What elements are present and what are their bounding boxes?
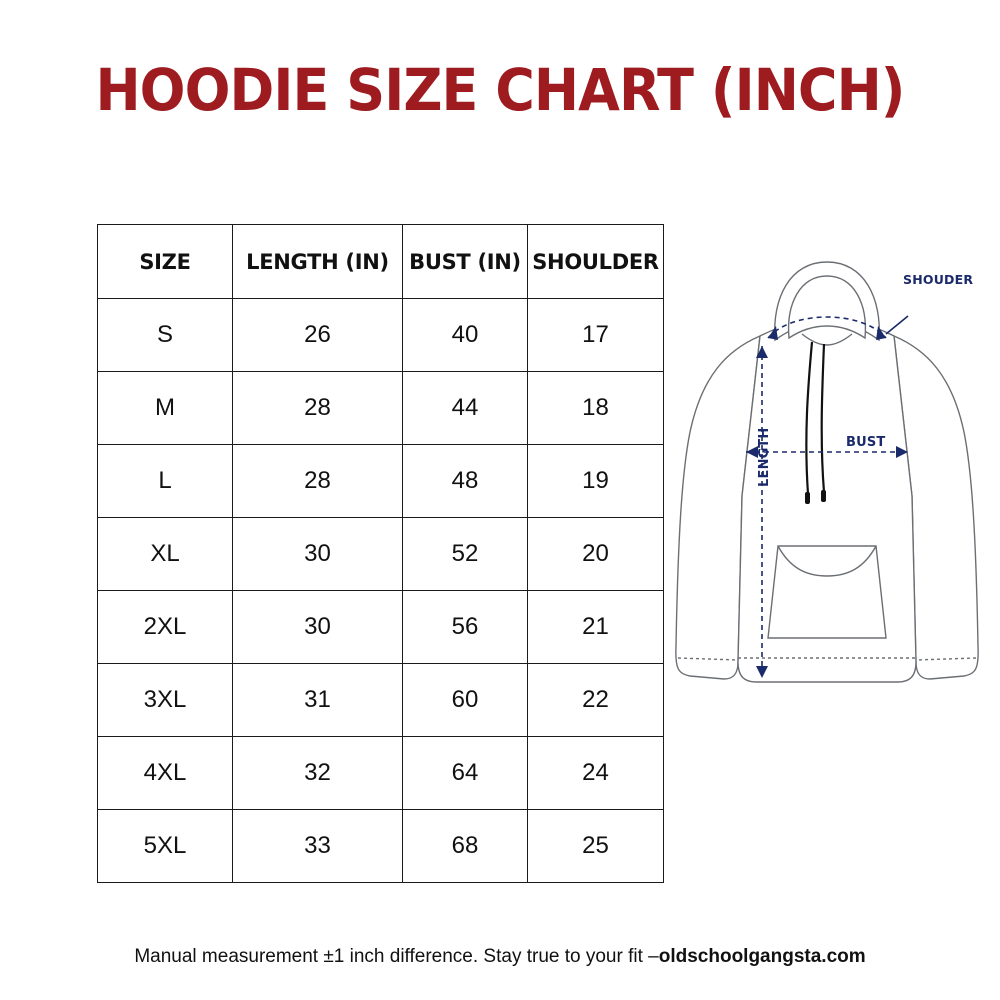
table-row xyxy=(98,664,664,737)
cell-shoulder: 21 xyxy=(528,591,664,664)
footer-note-text: Manual measurement ±1 inch difference. Stay true to your fit – xyxy=(134,946,659,967)
table-body xyxy=(98,299,664,883)
shoulder-leader-line xyxy=(886,316,908,334)
cell-length: 28 xyxy=(233,372,403,445)
table-row xyxy=(98,445,664,518)
cell-size: XL xyxy=(98,518,233,591)
cell-bust: 60 xyxy=(403,664,528,737)
cell-shoulder: 17 xyxy=(528,299,664,372)
table-row xyxy=(98,737,664,810)
cell-size: L xyxy=(98,445,233,518)
cell-length: 30 xyxy=(233,591,403,664)
table-header xyxy=(98,225,664,299)
table-row xyxy=(98,518,664,591)
cell-length: 32 xyxy=(233,737,403,810)
cell-bust: 40 xyxy=(403,299,528,372)
cell-length: 28 xyxy=(233,445,403,518)
cell-size: 3XL xyxy=(98,664,233,737)
cell-bust: 56 xyxy=(403,591,528,664)
length-measure-label: LENGTH xyxy=(757,427,772,487)
column-header-size: SIZE xyxy=(98,225,233,299)
cell-size: 2XL xyxy=(98,591,233,664)
column-header-bust: BUST (IN) xyxy=(403,225,528,299)
cell-shoulder: 20 xyxy=(528,518,664,591)
hoodie-illustration xyxy=(672,246,982,726)
size-chart-table xyxy=(97,224,664,883)
cell-length: 31 xyxy=(233,664,403,737)
cell-bust: 64 xyxy=(403,737,528,810)
cell-shoulder: 19 xyxy=(528,445,664,518)
cell-length: 26 xyxy=(233,299,403,372)
cell-size: 4XL xyxy=(98,737,233,810)
table-row xyxy=(98,591,664,664)
table-header-row xyxy=(98,225,664,299)
cell-shoulder: 18 xyxy=(528,372,664,445)
cell-size: S xyxy=(98,299,233,372)
cell-length: 33 xyxy=(233,810,403,883)
cell-bust: 52 xyxy=(403,518,528,591)
table-row xyxy=(98,299,664,372)
column-header-shoulder: SHOULDER xyxy=(528,225,664,299)
table-row xyxy=(98,372,664,445)
cell-size: 5XL xyxy=(98,810,233,883)
footer-note xyxy=(0,946,1000,968)
cell-size: M xyxy=(98,372,233,445)
cell-shoulder: 24 xyxy=(528,737,664,810)
bust-measure-label: BUST xyxy=(846,435,886,450)
shoulder-measure-label: SHOUDER xyxy=(903,272,974,287)
hoodie-drawing-svg xyxy=(672,246,982,726)
cell-bust: 68 xyxy=(403,810,528,883)
cell-bust: 44 xyxy=(403,372,528,445)
size-chart-table-wrapper xyxy=(97,224,663,883)
kangaroo-pocket xyxy=(768,546,886,638)
table-row xyxy=(98,810,664,883)
cell-shoulder: 22 xyxy=(528,664,664,737)
footer-brand: oldschoolgangsta.com xyxy=(658,946,866,967)
cell-bust: 48 xyxy=(403,445,528,518)
page-title: HOODIE SIZE CHART (INCH) xyxy=(95,56,905,124)
cell-length: 30 xyxy=(233,518,403,591)
column-header-length: LENGTH (IN) xyxy=(233,225,403,299)
cell-shoulder: 25 xyxy=(528,810,664,883)
